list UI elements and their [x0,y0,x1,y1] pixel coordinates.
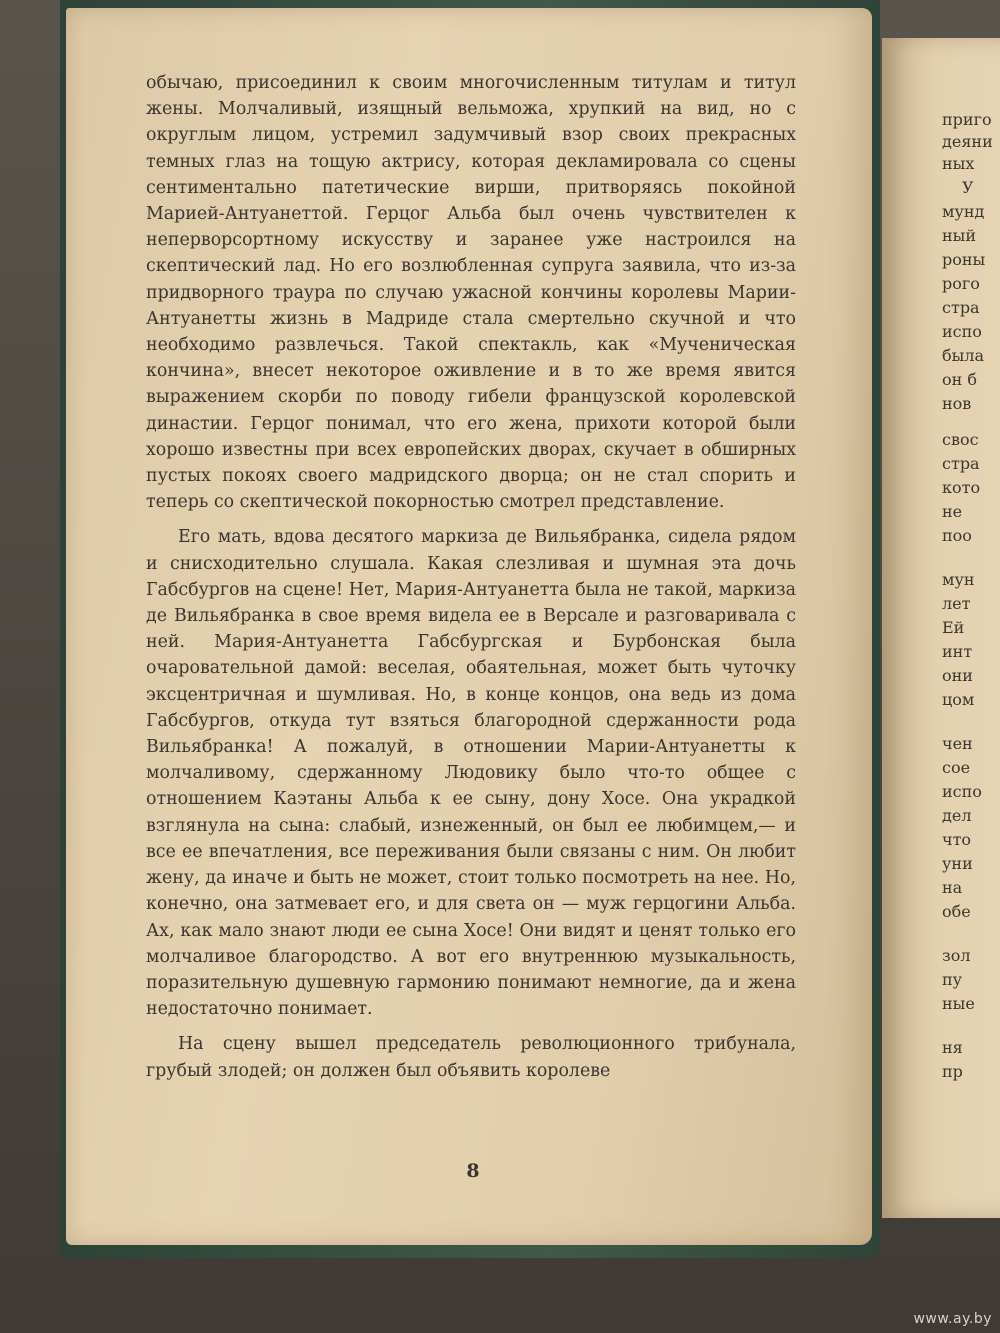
left-book-page [66,8,872,1245]
right-page-fragment: пу [942,970,963,989]
paragraph-1: обычаю, присоединил к своим многочисленным титулам и титул жены. Молчаливый, изящный вельможа, хрупкий на вид, но с округлым лицом, устремил задумчивый взор своих прекрасных темных глаз на тощую актрису, которая декламировала со сцены сентиментально патетические вирши, притворяясь покойной Марией-Антуанеттой. Герцог Альба был очень чувствителен к неперворсортному искусству и заранее уже настроился на скептический лад. Но его возлюбленная супруга заявила, что из-за придворного траура по случаю ужасной кончины королевы Марии-Антуанетты жизнь в Мадриде стала смертельно скучной и что необходимо развлечься. Такой спектакль, как «Мученическая кончина», внесет некоторое оживление и в то же время явится выражением скорби по поводу гибели французской королевской династии. Герцог понимал, что его жена, прихоти которой были хорошо известны при всех европейских дворах, скучает в обширных пустых покоях своего мадридского дворца; он не стал спорить и теперь со скептической покорностью смотрел представление. [146,73,796,513]
right-page-fragment: роны [942,250,986,269]
paragraph-3: На сцену вышел председатель революционного трибунала, грубый злодей; он должен был объявить королеве [146,1034,796,1081]
right-page-fragment: уни [942,854,973,873]
right-page-fragment: дел [942,806,972,825]
right-page-fragment: ный [942,226,977,245]
right-page-fragment: У [962,178,974,197]
right-page-fragment: цом [942,690,975,709]
right-page-fragment: не [942,502,963,521]
right-page-fragment: ные [942,994,975,1013]
right-page-fragment: инт [942,642,973,661]
right-page-fragment: чен [942,734,973,753]
watermark: www.ay.by [913,1311,992,1327]
right-page-fragment: поо [942,526,972,545]
right-page-fragment: стра [942,454,980,473]
right-page-fragment: лет [942,594,971,613]
right-page-fragment: стра [942,298,980,317]
right-page-fragment: ня [942,1038,963,1057]
right-page-fragment: они [942,666,973,685]
right-page-fragment: что [942,830,972,849]
right-page-fragment: зол [942,946,971,965]
right-page-fragment: испо [942,782,982,801]
paragraph-2: Его мать, вдова десятого маркиза де Вильябранка, сидела рядом и снисходительно слушала. Какая слезливая и шумная эта дочь Габсбургов на сцене! Нет, Мария-Антуанетта была не такой, маркиза де Вильябранка в свое время видела ее в Версале и разговаривала с ней. Мария-Антуанетта Габсбургская и Бурбонская была очаровательной дамой: веселая, обаятельная, может быть чуточку эксцентричная и шумливая. Но, в конце концов, она ведь из дома Габсбургов, откуда тут взяться благородной сдержанности рода Вильябранка! А пожалуй, в отношении Марии-Антуанетты к молчаливому, сдержанному Людовику было что-то общее с отношением Каэтаны Альба к ее сыну, дону Хосе. Она украдкой взглянула на сына: слабый, изнеженный, он был ее любимцем,— и все ее впечатления, все переживания были связаны с ним. Он любит жену, да иначе и быть не может, стоит только посмотреть на нее. Но, конечно, она затмевает его, и для света он — муж герцогини Альба. Ах, как мало знают люди ее сына Хосе! Они видят и ценят только его молчаливое благородство. А вот его внутреннюю музыкальность, поразительную душевную гармонию понимают немногие, да и жена недостаточно понимает. [146,527,796,1020]
right-page-fragment: мун [942,570,975,589]
right-page-fragment: кото [942,478,981,497]
right-page-fragment: деяни [942,132,993,151]
right-page-fragment: нов [942,394,972,413]
right-page-fragment: была [942,346,985,365]
right-page-fragment: Ей [942,618,965,637]
right-page-fragment: свос [942,430,979,449]
right-page-fragment: обе [942,902,971,921]
right-page-fragment: пр [942,1062,963,1081]
page-number: 8 [466,1160,480,1182]
right-page-fragment: испо [942,322,982,341]
right-page-fragment: ных [942,154,975,173]
right-page-fragment: он б [942,370,978,389]
right-page-fragment: приго [942,110,992,129]
right-page-fragment: мунд [942,202,985,221]
right-page-fragment: сое [942,758,971,777]
page-text [146,70,796,1084]
right-page-fragment: на [942,878,963,897]
right-page-fragment: рого [942,274,980,293]
right-book-page [882,38,1000,1218]
